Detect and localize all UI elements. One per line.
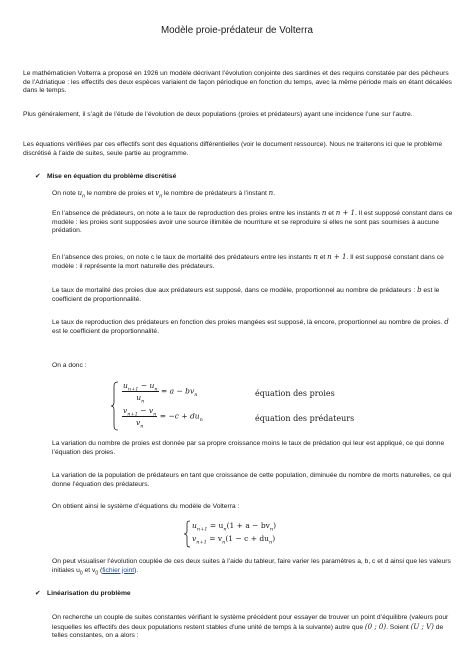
on-a-donc: On a donc :	[52, 362, 87, 369]
notation-paragraph: On note $u_n$ le nombre de proies et $v_n$ le nombre de prédateurs à l’instant n.	[52, 189, 276, 200]
volterra-system	[183, 520, 383, 548]
check-icon: ✔	[35, 173, 41, 180]
prey-mortality-paragraph: Le taux de mortalité des proies due aux prédateurs est supposé, dans ce modèle, proportionnel au nombre de prédateurs : b est le coefficient de proportionnalité.	[52, 286, 440, 303]
volterra-system-intro: On obtient ainsi le système d’équations du modèle de Volterra :	[52, 503, 240, 510]
equation-predators: $\frac{v_{n+1} - v_n}{v_n}$ = $-c + du_n$	[123, 406, 203, 430]
predator-variation-paragraph: La variation de la population de prédateurs en tant que croissance de cette population, diminuée du nombre de morts naturelles, ce qui donne l’équation des prédateurs.	[52, 472, 452, 488]
page-title: Modèle proie-prédateur de Volterra	[161, 25, 313, 36]
attached-file-link[interactable]: fichier joint	[102, 566, 135, 574]
intro-paragraph-2: Plus généralement, il s’agit de l’étude de l’évolution de deux populations (proies et prédateurs) ayant une incidence l’une sur l’autre.	[23, 111, 413, 118]
left-brace	[110, 381, 120, 431]
prey-variation-paragraph: La variation du nombre de proies est donnée par sa propre croissance moins le taux de prédation qui leur est appliqué, ce qui donne l’équation des proies.	[52, 440, 445, 456]
spreadsheet-paragraph: On peut visualiser l’évolution couplée de ces deux suites à l’aide du tableur, faire varier les paramètres a, b, c et d ainsi que les valeurs initiales $u_0$ et $v_0$ (fichier joint).	[52, 558, 451, 576]
intro-paragraph-3: Les équations vérifiées par ces effectifs sont des équations différentielles (voir le document ressource). Nous ne traiterons ici que le problème discrétisé à l’aide de suites, seule partie au programme.	[23, 141, 443, 157]
equation-system	[110, 381, 450, 431]
section-heading-1-text: Mise en équation du problème discrétisé	[47, 173, 177, 180]
equation-prey: $\frac{u_{n+1} - u_n}{u_n}$ = $a - bv_n$	[123, 381, 198, 405]
system-equation-v: $v_{n+1} = v_n(1 - c + du_n)$	[192, 534, 276, 546]
equilibrium-paragraph: On recherche un couple de suites constantes vérifiant le système précédent pour essayer de trouver un point d’équilibre (valeurs pour lesquelles les effectifs des deux populations restent stables d’une unité de temps à la suivante) autre que (0 ; 0). Soient (U ; V) de telles constantes, on a alors :	[52, 614, 449, 640]
predator-growth-paragraph: Le taux de reproduction des prédateurs en fonction des proies mangées est supposé, là encore, proportionnel au nombre de proies. d est le coefficient de proportionnalité.	[52, 318, 449, 335]
equation-label-prey: équation des proies	[255, 389, 335, 398]
section-heading-2-text: Linéarisation du problème	[47, 590, 131, 597]
section-heading-2	[35, 590, 131, 599]
intro-paragraph-1: Le mathématicien Volterra a proposé en 1926 un modèle décrivant l’évolution conjointe des sardines et des requins constatée par des pêcheurs de l’Adriatique : les effectifs des deux espèces variaient de façon périodique en fonction du temps, avec la même période mais en étant décalées dans le temps.	[23, 70, 452, 95]
equation-label-predators: équation des prédateurs	[255, 414, 355, 423]
check-icon: ✔	[35, 590, 41, 597]
prey-growth-paragraph: En l’absence de prédateurs, on note a le taux de reproduction des proies entre les instants n et n + 1. Il est supposé constant dans ce modèle : les proies sont supposées avoir une source illimitée de nourriture et se reproduire si elles ne sont pas soumises à aucune prédation.	[52, 209, 453, 235]
predator-mortality-paragraph: En l’absence des proies, on note c le taux de mortalité des prédateurs entre les instants n et n + 1. Il est supposé constant dans ce modèle : il représente la mort naturelle des prédateurs.	[52, 253, 444, 270]
section-heading-1	[35, 173, 176, 182]
system-equation-u: $u_{n+1} = u_n(1 + a - bv_n)$	[192, 521, 277, 533]
system-brace	[183, 520, 191, 548]
